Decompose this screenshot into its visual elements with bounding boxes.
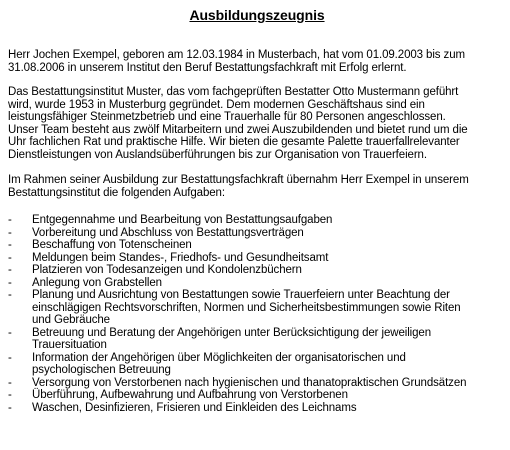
task-item bbox=[8, 389, 506, 402]
list-dash: - bbox=[8, 264, 12, 276]
task-item bbox=[8, 214, 506, 227]
list-dash: - bbox=[8, 214, 12, 226]
task-item bbox=[8, 227, 506, 240]
list-dash: - bbox=[8, 326, 12, 339]
task-text: Anlegung von Grabstellen bbox=[32, 276, 162, 289]
task-item bbox=[8, 377, 506, 390]
task-text: Meldungen beim Standes-, Friedhofs- und Gesundheitsamt bbox=[32, 251, 329, 264]
task-text: Betreuung und Beratung der Angehörigen unter Berücksichtigung der jeweiligen Trauersituation bbox=[32, 326, 432, 351]
list-dash: - bbox=[8, 251, 12, 264]
task-item bbox=[8, 264, 506, 277]
document-title: Ausbildungszeugnis bbox=[189, 7, 325, 23]
list-dash: - bbox=[8, 239, 12, 251]
task-list bbox=[8, 214, 506, 414]
list-dash: - bbox=[8, 389, 12, 401]
task-item bbox=[8, 402, 506, 415]
task-text: Waschen, Desinfizieren, Frisieren und Einkleiden des Leichnams bbox=[32, 401, 357, 414]
task-item bbox=[8, 289, 506, 327]
list-dash: - bbox=[8, 401, 12, 414]
intro-paragraph: Herr Jochen Exempel, geboren am 12.03.1984 in Musterbach, hat vom 01.09.2003 bis zum 31.08.2006 in unserem Institut den Beruf Bestattungsfachkraft mit Erfolg erlernt. bbox=[8, 49, 465, 74]
tasks-intro-paragraph: Im Rahmen seiner Ausbildung zur Bestattungsfachkraft übernahm Herr Exempel in unserem Bestattungsinstitut die folgenden Aufgaben: bbox=[8, 174, 469, 199]
task-text: Entgegennahme und Bearbeitung von Bestattungsaufgaben bbox=[32, 214, 333, 226]
list-dash: - bbox=[8, 276, 12, 289]
task-item bbox=[8, 252, 506, 265]
certificate-page bbox=[8, 0, 506, 414]
task-item bbox=[8, 327, 506, 352]
task-text: Überführung, Aufbewahrung und Aufbahrung von Verstorbenen bbox=[32, 389, 348, 401]
task-text: Versorgung von Verstorbenen nach hygienischen und thanatopraktischen Grundsätzen bbox=[32, 376, 467, 389]
task-item bbox=[8, 277, 506, 290]
list-dash: - bbox=[8, 351, 12, 364]
task-item bbox=[8, 239, 506, 252]
task-text: Platzieren von Todesanzeigen und Kondolenzbüchern bbox=[32, 264, 302, 276]
list-dash: - bbox=[8, 226, 12, 239]
task-item bbox=[8, 352, 506, 377]
list-dash: - bbox=[8, 289, 12, 301]
task-text: Vorbereitung und Abschluss von Bestattungsverträgen bbox=[32, 226, 304, 239]
task-text: Planung und Ausrichtung von Bestattungen sowie Trauerfeiern unter Beachtung der einschlägigen Rechtsvorschriften, Normen und Sicherheitsbestimmungen sowie Riten und Gebräuche bbox=[32, 289, 461, 326]
institute-paragraph: Das Bestattungsinstitut Muster, das vom fachgeprüften Bestatter Otto Mustermann geführt wird, wurde 1953 in Musterburg gegründet. Dem modernen Geschäftshaus sind ein leistungsfähiger Steinmetzbetrieb und eine Trauerhalle für 80 Personen angeschlossen. Unser Team besteht aus zwölf Mitarbeitern und zwei Auszubildenden und bietet rund um die Uhr fachlichen Rat und praktische Hilfe. Wir bieten die gesamte Palette trauerfallrelevanter Dienstleistungen von Auslandsüberführungen bis zur Organisation von Trauerfeiern. bbox=[8, 86, 468, 161]
task-text: Information der Angehörigen über Möglichkeiten der organisatorischen und psychologischen Betreuung bbox=[32, 351, 406, 376]
list-dash: - bbox=[8, 376, 12, 389]
task-text: Beschaffung von Totenscheinen bbox=[32, 239, 192, 251]
